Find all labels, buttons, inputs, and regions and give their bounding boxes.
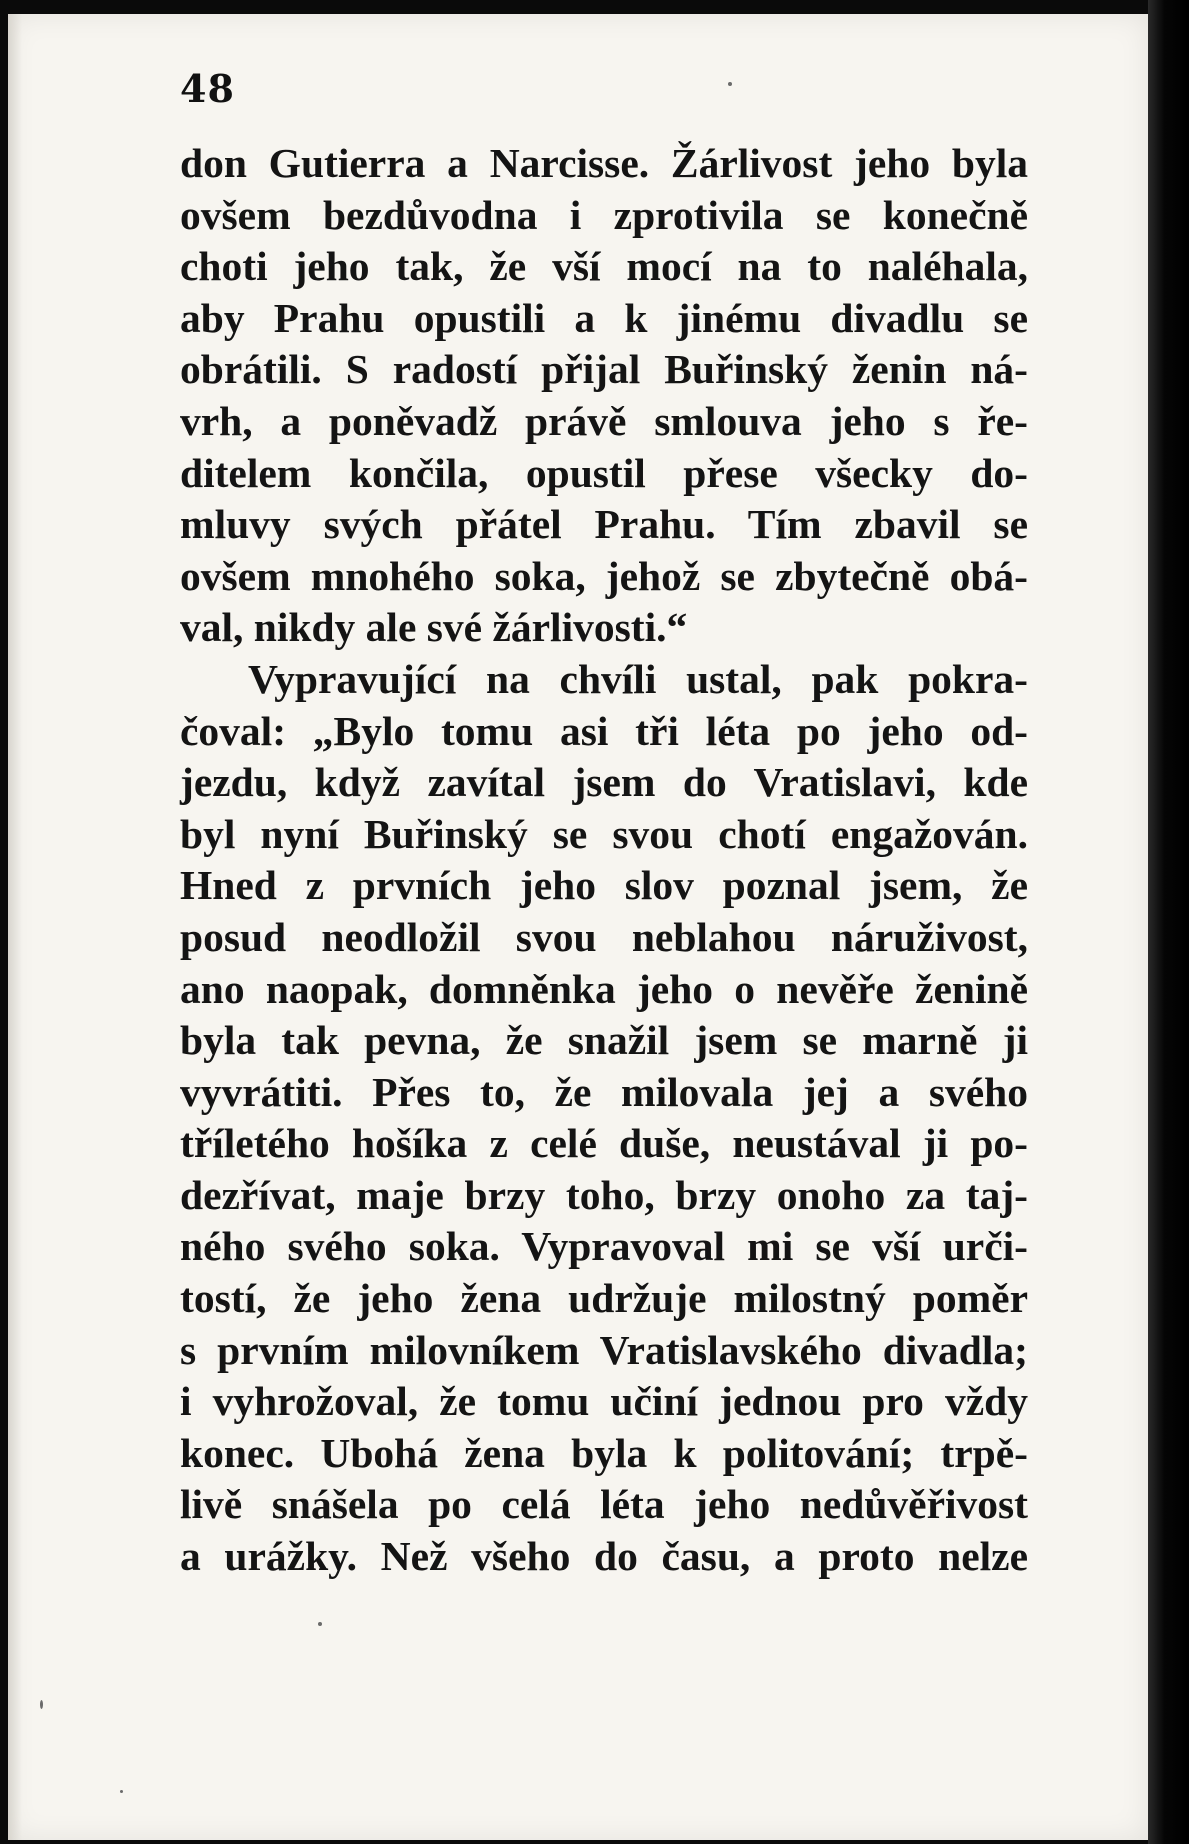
text-line: čoval: „Bylo tomu asi tři léta po jeho od- (180, 707, 1028, 754)
text-line: ného svého soka. Vypravoval mi se vší urči- (180, 1223, 1028, 1270)
text-line: choti jeho tak, že vší mocí na to naléhala, (180, 243, 1028, 290)
text-line: vyvrátiti. Přes to, že milovala jej a svého (180, 1068, 1028, 1115)
text-line: Hned z prvních jeho slov poznal jsem, že (180, 862, 1028, 909)
text-line: byla tak pevna, že snažil jsem se marně ji (180, 1017, 1028, 1064)
text-line: ovšem mnohého soka, jehož se zbytečně obá- (180, 552, 1028, 599)
text-line: tříletého hošíka z celé duše, neustával ji po- (180, 1120, 1028, 1167)
page-number: 48 (180, 66, 235, 111)
paper-speck (318, 1622, 322, 1626)
page-edge-shadow (8, 14, 22, 1840)
text-line: mluvy svých přátel Prahu. Tím zbavil se (180, 501, 1028, 548)
text-line: ovšem bezdůvodna i zprotivila se konečně (180, 191, 1028, 238)
text-line: posud neodložil svou neblahou náruživost, (180, 913, 1028, 960)
text-line: i vyhrožoval, že tomu učiní jednou pro vždy (180, 1378, 1028, 1425)
text-line: dezřívat, maje brzy toho, brzy onoho za taj- (180, 1171, 1028, 1218)
paper-speck (728, 82, 732, 86)
paper-speck (120, 1790, 123, 1793)
text-line: ano naopak, domněnka jeho o nevěře ženině (180, 965, 1028, 1012)
text-line: val, nikdy ale své žárlivosti.“ (180, 604, 688, 651)
text-line: byl nyní Buřinský se svou chotí engažován. (180, 810, 1028, 857)
text-line: ditelem končila, opustil přese všecky do- (180, 449, 1028, 496)
paper-speck (40, 1700, 43, 1709)
body-text (180, 138, 1028, 1583)
text-line: jezdu, když zavítal jsem do Vratislavi, kde (180, 759, 1028, 806)
text-line: konec. Ubohá žena byla k politování; trpě- (180, 1429, 1028, 1476)
text-line: tostí, že jeho žena udržuje milostný poměr (180, 1275, 1028, 1322)
text-line: don Gutierra a Narcisse. Žárlivost jeho byla (180, 140, 1028, 186)
text-line: aby Prahu opustili a k jinému divadlu se (180, 294, 1028, 341)
text-line: s prvním milovníkem Vratislavského divadla; (180, 1326, 1028, 1373)
text-line: livě snášela po celá léta jeho nedůvěřivost (180, 1481, 1028, 1528)
text-line: Vypravující na chvíli ustal, pak pokra- (248, 655, 1028, 702)
book-spine-edge (1148, 0, 1189, 1844)
text-line: a urážky. Než všeho do času, a proto nelze (180, 1533, 1028, 1580)
text-line: vrh, a poněvadž právě smlouva jeho s ře- (180, 397, 1028, 444)
text-line: obrátili. S radostí přijal Buřinský ženin ná- (180, 346, 1028, 393)
